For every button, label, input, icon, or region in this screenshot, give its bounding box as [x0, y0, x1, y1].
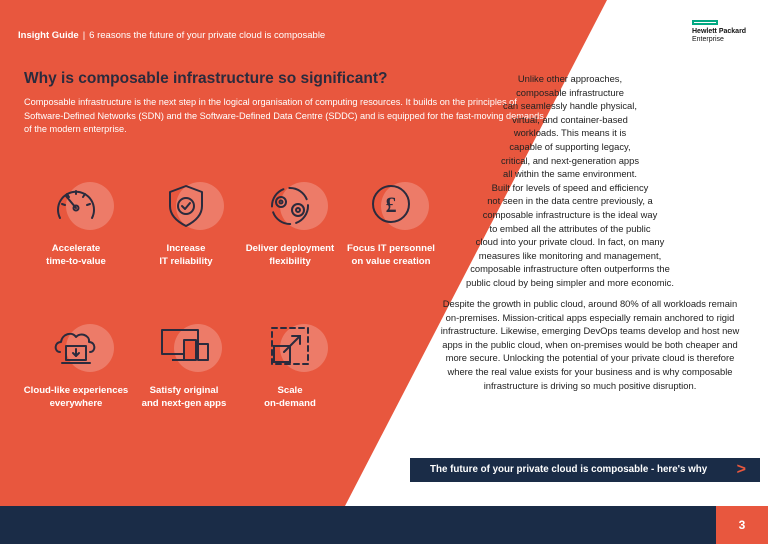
page-header [18, 30, 325, 41]
feature-flexibility [234, 180, 346, 268]
feature-scale [234, 322, 346, 410]
page-title: Why is composable infrastructure so significant? [24, 70, 388, 87]
feature-reliability [130, 180, 242, 268]
body-line: all within the same environment. [503, 168, 637, 180]
intro-paragraph: Composable infrastructure is the next step in the logical organisation of computing resources. It builds on the principles of Software-Defined Networks (SDN) and the Software-Defined Data Centre (SDDC) and is equipped for the fast-moving demands of the modern enterprise. [24, 97, 544, 135]
body-line: can seamlessly handle physical, [503, 100, 637, 112]
feature-label-line1: Cloud-like experiences [23, 385, 129, 396]
body-line: Unlike other approaches, [517, 73, 623, 84]
feature-label-line2: time-to-value [46, 256, 106, 267]
cloud-laptop-icon [20, 322, 132, 378]
body-line: composable infrastructure [516, 86, 624, 98]
feature-cloud-experience [20, 322, 132, 410]
cta-banner[interactable] [410, 458, 760, 482]
feature-label-line2: on value creation [351, 256, 431, 267]
body-line: composable infrastructure often outperforms the [470, 263, 670, 275]
feature-accelerate [20, 180, 132, 268]
feature-label-line1: Accelerate [51, 243, 101, 254]
gears-cycle-icon [234, 180, 346, 236]
body-line: capable of supporting legacy, [509, 140, 631, 152]
svg-text:£: £ [385, 192, 397, 217]
header-subtitle: 6 reasons the future of your private cloud is composable [89, 30, 326, 41]
body-line: workloads. This means it is [513, 127, 627, 139]
hpe-logo-line1: Hewlett Packard [692, 28, 747, 35]
page-footer [0, 506, 768, 544]
cta-banner-text: The future of your private cloud is composable - here's why [430, 464, 708, 475]
scale-expand-icon [234, 322, 346, 378]
feature-label-line1: Deliver deployment [245, 243, 335, 254]
feature-label-line2: everywhere [49, 398, 103, 409]
page-number: 3 [716, 506, 768, 544]
feature-label-line2: and next-gen apps [141, 398, 227, 409]
feature-label-line1: Scale [277, 385, 303, 396]
body-line: measures like monitoring and management, [478, 249, 662, 261]
body-line: critical, and next-generation apps [500, 154, 640, 166]
body-line: cloud into your private cloud. In fact, on many [475, 236, 665, 248]
shield-check-icon [130, 180, 242, 236]
chevron-right-icon[interactable]: > [736, 461, 746, 478]
feature-label-line1: Satisfy original [149, 385, 219, 396]
hpe-logo-mark [692, 20, 718, 25]
header-divider: | [82, 30, 86, 41]
body-line: public cloud by being simpler and more economic. [466, 276, 674, 288]
feature-label-line2: IT reliability [159, 256, 213, 267]
feature-label-line1: Focus IT personnel [347, 243, 435, 254]
body-line: not seen in the data centre previously, a [487, 195, 653, 207]
hpe-logo [692, 20, 752, 44]
hpe-logo-line2: Enterprise [692, 36, 724, 43]
devices-icon [128, 322, 240, 378]
feature-label-line1: Increase [166, 243, 206, 254]
body-paragraph-2: Despite the growth in public cloud, around 80% of all workloads remain on-premises. Mission-critical apps especially remain anchored to rigid infrastructure. Likewise, emerging DevOps teams develop and host new apps in the public cloud, when on-premises would be both cheaper and more secure. Unlocking the potential of your private cloud is therefore where the real value exists for your business and is why composable infrastructure is driving so much positive disruption. [440, 298, 740, 391]
body-line: Built for levels of speed and efficiency [491, 181, 649, 193]
speedometer-icon [20, 180, 132, 236]
body-line: virtual, and container-based [512, 113, 628, 125]
header-guide-label: Insight Guide [18, 30, 79, 41]
feature-original-nextgen [128, 322, 240, 410]
feature-label-line2: on-demand [264, 398, 316, 409]
body-line: composable infrastructure is the ideal way [482, 208, 658, 220]
body-paragraph-1 [400, 72, 740, 290]
body-line: to embed all the attributes of the public [489, 222, 651, 234]
feature-label-line2: flexibility [269, 256, 311, 267]
